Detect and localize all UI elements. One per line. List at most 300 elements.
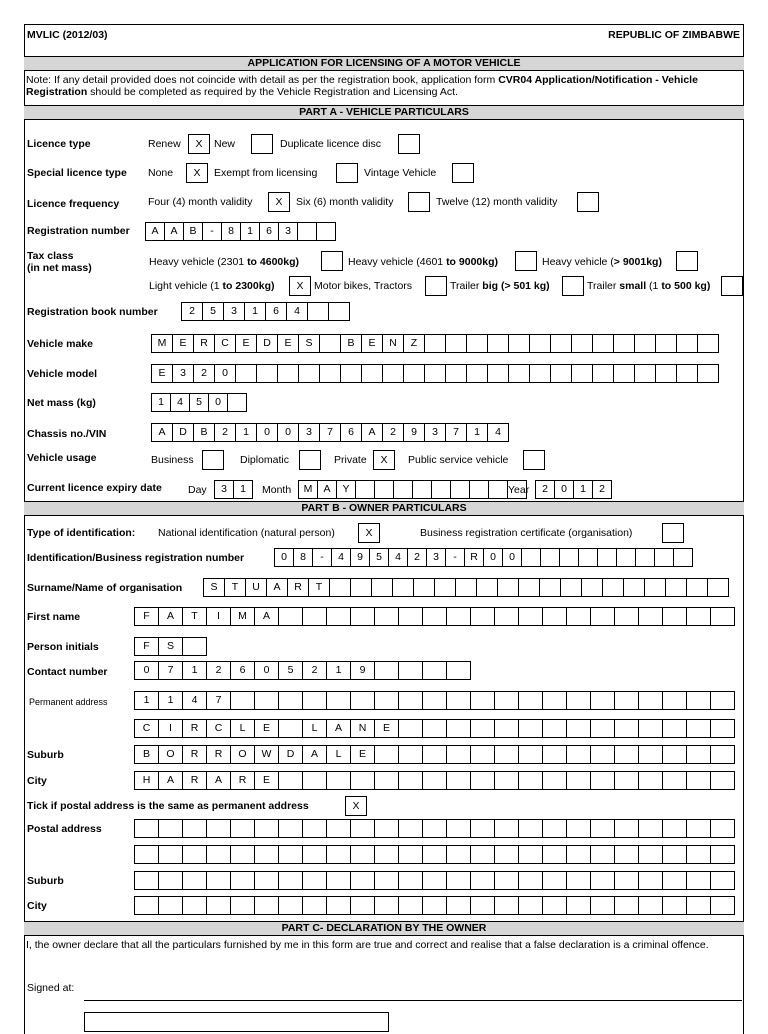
char-cell[interactable] bbox=[494, 745, 519, 764]
char-cell[interactable] bbox=[638, 691, 663, 710]
char-cell[interactable]: 1 bbox=[326, 661, 351, 680]
char-cell[interactable]: C bbox=[134, 719, 159, 738]
char-cell[interactable]: A bbox=[302, 745, 327, 764]
char-cell[interactable] bbox=[254, 896, 279, 915]
char-cell[interactable] bbox=[590, 896, 615, 915]
char-cell[interactable] bbox=[206, 871, 231, 890]
char-cell[interactable] bbox=[590, 745, 615, 764]
char-cell[interactable]: E bbox=[374, 719, 399, 738]
char-cell[interactable] bbox=[697, 334, 719, 353]
char-cell[interactable] bbox=[412, 480, 432, 499]
char-cell[interactable] bbox=[638, 745, 663, 764]
char-cell[interactable] bbox=[278, 691, 303, 710]
char-cell[interactable]: 1 bbox=[233, 480, 253, 499]
char-cell[interactable]: E bbox=[277, 334, 299, 353]
char-cell[interactable] bbox=[392, 578, 414, 597]
char-cell[interactable]: R bbox=[182, 771, 207, 790]
char-cell[interactable] bbox=[508, 334, 530, 353]
char-cell[interactable] bbox=[350, 607, 375, 626]
char-cell[interactable] bbox=[422, 691, 447, 710]
char-cell[interactable]: I bbox=[206, 607, 231, 626]
char-cell[interactable] bbox=[374, 896, 399, 915]
char-cell[interactable] bbox=[487, 334, 509, 353]
char-cell[interactable] bbox=[350, 771, 375, 790]
char-cell[interactable]: B bbox=[340, 334, 362, 353]
char-cell[interactable] bbox=[686, 819, 711, 838]
char-cell[interactable]: L bbox=[302, 719, 327, 738]
tax-trailer-small-checkbox[interactable] bbox=[721, 276, 743, 296]
usage-private-checkbox[interactable]: X bbox=[373, 450, 395, 470]
char-cell[interactable] bbox=[278, 771, 303, 790]
char-cell[interactable] bbox=[518, 871, 543, 890]
char-cell[interactable] bbox=[302, 607, 327, 626]
char-cell[interactable] bbox=[710, 719, 735, 738]
char-cell[interactable]: 7 bbox=[158, 661, 183, 680]
char-cell[interactable] bbox=[230, 691, 255, 710]
char-cell[interactable]: R bbox=[182, 745, 207, 764]
char-cell[interactable] bbox=[424, 364, 446, 383]
char-cell[interactable] bbox=[298, 364, 320, 383]
char-cell[interactable] bbox=[710, 896, 735, 915]
char-cell[interactable] bbox=[518, 719, 543, 738]
char-cell[interactable]: 9 bbox=[350, 661, 375, 680]
char-cell[interactable]: C bbox=[206, 719, 231, 738]
char-cell[interactable] bbox=[445, 334, 467, 353]
char-cell[interactable]: 4 bbox=[182, 691, 207, 710]
char-cell[interactable] bbox=[710, 691, 735, 710]
char-cell[interactable]: E bbox=[254, 771, 279, 790]
char-cell[interactable] bbox=[494, 607, 519, 626]
char-cell[interactable]: A bbox=[266, 578, 288, 597]
char-cell[interactable] bbox=[662, 845, 687, 864]
char-cell[interactable] bbox=[542, 745, 567, 764]
char-cell[interactable]: 0 bbox=[502, 548, 522, 567]
char-cell[interactable] bbox=[374, 607, 399, 626]
char-cell[interactable] bbox=[374, 771, 399, 790]
char-cell[interactable] bbox=[329, 578, 351, 597]
char-cell[interactable] bbox=[254, 819, 279, 838]
char-cell[interactable] bbox=[319, 334, 341, 353]
char-cell[interactable] bbox=[566, 871, 591, 890]
char-cell[interactable] bbox=[542, 719, 567, 738]
char-cell[interactable]: 2 bbox=[302, 661, 327, 680]
char-cell[interactable]: U bbox=[245, 578, 267, 597]
char-cell[interactable] bbox=[494, 719, 519, 738]
char-cell[interactable] bbox=[529, 334, 551, 353]
char-cell[interactable]: E bbox=[151, 364, 173, 383]
licence-type-renew-checkbox[interactable]: X bbox=[188, 134, 210, 154]
char-cell[interactable]: D bbox=[172, 423, 194, 442]
char-cell[interactable]: Y bbox=[336, 480, 356, 499]
char-cell[interactable] bbox=[134, 871, 159, 890]
char-cell[interactable] bbox=[235, 364, 257, 383]
registration-number-field[interactable] bbox=[145, 222, 336, 241]
suburb-field[interactable] bbox=[134, 745, 735, 764]
char-cell[interactable]: 8 bbox=[221, 222, 241, 241]
char-cell[interactable] bbox=[446, 771, 471, 790]
char-cell[interactable] bbox=[326, 691, 351, 710]
char-cell[interactable]: 1 bbox=[573, 480, 593, 499]
char-cell[interactable]: 0 bbox=[208, 393, 228, 412]
id-business-checkbox[interactable] bbox=[662, 523, 684, 543]
char-cell[interactable] bbox=[254, 691, 279, 710]
char-cell[interactable] bbox=[614, 691, 639, 710]
char-cell[interactable]: M bbox=[298, 480, 318, 499]
char-cell[interactable] bbox=[487, 364, 509, 383]
char-cell[interactable]: 4 bbox=[388, 548, 408, 567]
char-cell[interactable] bbox=[326, 845, 351, 864]
char-cell[interactable] bbox=[328, 302, 350, 321]
char-cell[interactable] bbox=[518, 896, 543, 915]
char-cell[interactable] bbox=[319, 364, 341, 383]
char-cell[interactable]: 4 bbox=[331, 548, 351, 567]
char-cell[interactable] bbox=[644, 578, 666, 597]
char-cell[interactable] bbox=[710, 845, 735, 864]
char-cell[interactable] bbox=[676, 364, 698, 383]
char-cell[interactable] bbox=[422, 771, 447, 790]
char-cell[interactable] bbox=[374, 480, 394, 499]
char-cell[interactable] bbox=[446, 896, 471, 915]
char-cell[interactable] bbox=[374, 819, 399, 838]
char-cell[interactable]: 1 bbox=[240, 222, 260, 241]
char-cell[interactable] bbox=[374, 745, 399, 764]
char-cell[interactable]: 7 bbox=[445, 423, 467, 442]
tax-heavy-2301-checkbox[interactable] bbox=[321, 251, 343, 271]
char-cell[interactable] bbox=[613, 334, 635, 353]
char-cell[interactable] bbox=[350, 896, 375, 915]
char-cell[interactable]: 5 bbox=[202, 302, 224, 321]
char-cell[interactable] bbox=[374, 871, 399, 890]
char-cell[interactable] bbox=[278, 819, 303, 838]
char-cell[interactable] bbox=[634, 364, 656, 383]
char-cell[interactable] bbox=[422, 607, 447, 626]
frequency-twelve-checkbox[interactable] bbox=[577, 192, 599, 212]
char-cell[interactable] bbox=[571, 334, 593, 353]
char-cell[interactable] bbox=[158, 819, 183, 838]
char-cell[interactable] bbox=[422, 819, 447, 838]
char-cell[interactable]: E bbox=[172, 334, 194, 353]
char-cell[interactable] bbox=[518, 691, 543, 710]
char-cell[interactable] bbox=[350, 871, 375, 890]
char-cell[interactable] bbox=[540, 548, 560, 567]
char-cell[interactable]: H bbox=[134, 771, 159, 790]
char-cell[interactable]: 5 bbox=[189, 393, 209, 412]
char-cell[interactable]: A bbox=[151, 423, 173, 442]
surname-field[interactable] bbox=[203, 578, 729, 597]
char-cell[interactable] bbox=[134, 896, 159, 915]
char-cell[interactable]: R bbox=[193, 334, 215, 353]
char-cell[interactable]: L bbox=[230, 719, 255, 738]
char-cell[interactable]: O bbox=[158, 745, 183, 764]
char-cell[interactable] bbox=[638, 719, 663, 738]
char-cell[interactable] bbox=[307, 302, 329, 321]
char-cell[interactable] bbox=[382, 364, 404, 383]
char-cell[interactable]: L bbox=[326, 745, 351, 764]
char-cell[interactable] bbox=[158, 871, 183, 890]
char-cell[interactable]: B bbox=[134, 745, 159, 764]
char-cell[interactable]: R bbox=[230, 771, 255, 790]
usage-psv-checkbox[interactable] bbox=[523, 450, 545, 470]
char-cell[interactable] bbox=[590, 845, 615, 864]
char-cell[interactable] bbox=[518, 771, 543, 790]
char-cell[interactable]: 2 bbox=[382, 423, 404, 442]
char-cell[interactable] bbox=[182, 845, 207, 864]
frequency-six-checkbox[interactable] bbox=[408, 192, 430, 212]
special-none-checkbox[interactable]: X bbox=[186, 163, 208, 183]
char-cell[interactable]: 8 bbox=[293, 548, 313, 567]
char-cell[interactable] bbox=[422, 719, 447, 738]
char-cell[interactable]: A bbox=[361, 423, 383, 442]
char-cell[interactable]: A bbox=[317, 480, 337, 499]
char-cell[interactable]: S bbox=[203, 578, 225, 597]
permanent-address-line1[interactable] bbox=[134, 691, 735, 710]
char-cell[interactable] bbox=[581, 578, 603, 597]
char-cell[interactable]: 1 bbox=[134, 691, 159, 710]
initials-field[interactable] bbox=[134, 637, 207, 656]
char-cell[interactable] bbox=[638, 896, 663, 915]
char-cell[interactable] bbox=[542, 819, 567, 838]
char-cell[interactable]: - bbox=[445, 548, 465, 567]
char-cell[interactable] bbox=[134, 845, 159, 864]
char-cell[interactable] bbox=[550, 334, 572, 353]
char-cell[interactable] bbox=[398, 745, 423, 764]
char-cell[interactable] bbox=[542, 607, 567, 626]
char-cell[interactable]: 0 bbox=[254, 661, 279, 680]
char-cell[interactable] bbox=[206, 896, 231, 915]
licence-type-new-checkbox[interactable] bbox=[251, 134, 273, 154]
char-cell[interactable] bbox=[638, 819, 663, 838]
char-cell[interactable]: R bbox=[287, 578, 309, 597]
char-cell[interactable]: B bbox=[183, 222, 203, 241]
chassis-field[interactable] bbox=[151, 423, 509, 442]
char-cell[interactable] bbox=[662, 771, 687, 790]
char-cell[interactable] bbox=[623, 578, 645, 597]
char-cell[interactable] bbox=[422, 871, 447, 890]
tax-heavy-9001-checkbox[interactable] bbox=[676, 251, 698, 271]
char-cell[interactable]: S bbox=[298, 334, 320, 353]
char-cell[interactable] bbox=[614, 771, 639, 790]
char-cell[interactable]: S bbox=[158, 637, 183, 656]
char-cell[interactable] bbox=[508, 364, 530, 383]
char-cell[interactable] bbox=[566, 745, 591, 764]
char-cell[interactable] bbox=[446, 607, 471, 626]
char-cell[interactable] bbox=[230, 871, 255, 890]
char-cell[interactable] bbox=[638, 771, 663, 790]
char-cell[interactable] bbox=[278, 896, 303, 915]
char-cell[interactable] bbox=[398, 661, 423, 680]
char-cell[interactable]: 7 bbox=[206, 691, 231, 710]
char-cell[interactable] bbox=[662, 871, 687, 890]
char-cell[interactable] bbox=[550, 364, 572, 383]
char-cell[interactable] bbox=[494, 691, 519, 710]
char-cell[interactable] bbox=[374, 691, 399, 710]
tax-light-checkbox[interactable]: X bbox=[289, 276, 311, 296]
char-cell[interactable] bbox=[614, 745, 639, 764]
char-cell[interactable]: 0 bbox=[134, 661, 159, 680]
char-cell[interactable] bbox=[374, 661, 399, 680]
char-cell[interactable]: C bbox=[214, 334, 236, 353]
char-cell[interactable]: R bbox=[182, 719, 207, 738]
char-cell[interactable]: 6 bbox=[230, 661, 255, 680]
char-cell[interactable] bbox=[638, 607, 663, 626]
char-cell[interactable]: 2 bbox=[535, 480, 555, 499]
char-cell[interactable] bbox=[518, 607, 543, 626]
char-cell[interactable] bbox=[614, 845, 639, 864]
licence-type-duplicate-checkbox[interactable] bbox=[398, 134, 420, 154]
char-cell[interactable]: M bbox=[151, 334, 173, 353]
char-cell[interactable]: 6 bbox=[265, 302, 287, 321]
postal-address-line2[interactable] bbox=[134, 845, 735, 864]
char-cell[interactable] bbox=[697, 364, 719, 383]
postal-address-line1[interactable] bbox=[134, 819, 735, 838]
char-cell[interactable] bbox=[206, 845, 231, 864]
char-cell[interactable] bbox=[398, 719, 423, 738]
char-cell[interactable] bbox=[326, 819, 351, 838]
tax-trailer-big-checkbox[interactable] bbox=[562, 276, 584, 296]
char-cell[interactable] bbox=[710, 745, 735, 764]
char-cell[interactable]: 5 bbox=[278, 661, 303, 680]
char-cell[interactable]: 4 bbox=[286, 302, 308, 321]
char-cell[interactable]: E bbox=[361, 334, 383, 353]
char-cell[interactable] bbox=[470, 691, 495, 710]
char-cell[interactable]: D bbox=[256, 334, 278, 353]
char-cell[interactable]: 9 bbox=[350, 548, 370, 567]
char-cell[interactable] bbox=[597, 548, 617, 567]
char-cell[interactable] bbox=[393, 480, 413, 499]
char-cell[interactable] bbox=[398, 871, 423, 890]
char-cell[interactable] bbox=[398, 819, 423, 838]
char-cell[interactable] bbox=[710, 819, 735, 838]
char-cell[interactable] bbox=[592, 364, 614, 383]
char-cell[interactable] bbox=[302, 691, 327, 710]
char-cell[interactable]: 3 bbox=[278, 222, 298, 241]
char-cell[interactable]: B bbox=[193, 423, 215, 442]
char-cell[interactable] bbox=[616, 548, 636, 567]
vehicle-make-field[interactable] bbox=[151, 334, 719, 353]
char-cell[interactable] bbox=[566, 719, 591, 738]
char-cell[interactable] bbox=[521, 548, 541, 567]
char-cell[interactable] bbox=[326, 896, 351, 915]
char-cell[interactable] bbox=[446, 661, 471, 680]
char-cell[interactable] bbox=[350, 691, 375, 710]
char-cell[interactable] bbox=[158, 845, 183, 864]
char-cell[interactable] bbox=[182, 637, 207, 656]
char-cell[interactable]: O bbox=[230, 745, 255, 764]
char-cell[interactable]: 0 bbox=[277, 423, 299, 442]
char-cell[interactable] bbox=[182, 871, 207, 890]
char-cell[interactable]: 2 bbox=[206, 661, 231, 680]
char-cell[interactable] bbox=[278, 719, 303, 738]
char-cell[interactable] bbox=[470, 896, 495, 915]
char-cell[interactable]: 1 bbox=[244, 302, 266, 321]
char-cell[interactable]: A bbox=[145, 222, 165, 241]
char-cell[interactable] bbox=[676, 334, 698, 353]
special-exempt-checkbox[interactable] bbox=[336, 163, 358, 183]
char-cell[interactable] bbox=[662, 691, 687, 710]
char-cell[interactable] bbox=[686, 578, 708, 597]
char-cell[interactable] bbox=[340, 364, 362, 383]
char-cell[interactable]: 2 bbox=[181, 302, 203, 321]
char-cell[interactable] bbox=[494, 819, 519, 838]
char-cell[interactable] bbox=[206, 819, 231, 838]
char-cell[interactable] bbox=[662, 719, 687, 738]
char-cell[interactable] bbox=[431, 480, 451, 499]
char-cell[interactable] bbox=[602, 578, 624, 597]
permanent-address-line2[interactable] bbox=[134, 719, 735, 738]
char-cell[interactable] bbox=[422, 745, 447, 764]
char-cell[interactable] bbox=[350, 845, 375, 864]
char-cell[interactable] bbox=[424, 334, 446, 353]
char-cell[interactable] bbox=[182, 896, 207, 915]
char-cell[interactable] bbox=[566, 845, 591, 864]
char-cell[interactable] bbox=[566, 819, 591, 838]
postal-city-field[interactable] bbox=[134, 896, 735, 915]
char-cell[interactable] bbox=[403, 364, 425, 383]
char-cell[interactable] bbox=[469, 480, 489, 499]
char-cell[interactable] bbox=[422, 845, 447, 864]
char-cell[interactable] bbox=[326, 871, 351, 890]
char-cell[interactable]: 0 bbox=[274, 548, 294, 567]
char-cell[interactable] bbox=[654, 548, 674, 567]
char-cell[interactable] bbox=[470, 771, 495, 790]
char-cell[interactable] bbox=[686, 745, 711, 764]
char-cell[interactable] bbox=[542, 896, 567, 915]
char-cell[interactable] bbox=[662, 896, 687, 915]
char-cell[interactable] bbox=[518, 845, 543, 864]
char-cell[interactable]: 3 bbox=[298, 423, 320, 442]
char-cell[interactable]: W bbox=[254, 745, 279, 764]
char-cell[interactable] bbox=[566, 896, 591, 915]
char-cell[interactable] bbox=[398, 691, 423, 710]
usage-diplomatic-checkbox[interactable] bbox=[299, 450, 321, 470]
char-cell[interactable]: 1 bbox=[182, 661, 207, 680]
char-cell[interactable]: 0 bbox=[483, 548, 503, 567]
char-cell[interactable] bbox=[614, 896, 639, 915]
char-cell[interactable] bbox=[230, 896, 255, 915]
char-cell[interactable] bbox=[566, 691, 591, 710]
char-cell[interactable]: 9 bbox=[403, 423, 425, 442]
char-cell[interactable] bbox=[278, 607, 303, 626]
char-cell[interactable] bbox=[518, 745, 543, 764]
char-cell[interactable] bbox=[434, 578, 456, 597]
char-cell[interactable] bbox=[134, 819, 159, 838]
char-cell[interactable] bbox=[571, 364, 593, 383]
char-cell[interactable] bbox=[230, 819, 255, 838]
char-cell[interactable] bbox=[158, 896, 183, 915]
char-cell[interactable] bbox=[302, 896, 327, 915]
char-cell[interactable]: M bbox=[230, 607, 255, 626]
char-cell[interactable] bbox=[613, 364, 635, 383]
char-cell[interactable]: F bbox=[134, 607, 159, 626]
char-cell[interactable] bbox=[488, 480, 508, 499]
char-cell[interactable]: 0 bbox=[214, 364, 236, 383]
char-cell[interactable] bbox=[470, 845, 495, 864]
usage-business-checkbox[interactable] bbox=[202, 450, 224, 470]
char-cell[interactable] bbox=[559, 548, 579, 567]
char-cell[interactable] bbox=[710, 771, 735, 790]
char-cell[interactable] bbox=[398, 845, 423, 864]
char-cell[interactable] bbox=[686, 771, 711, 790]
char-cell[interactable] bbox=[614, 607, 639, 626]
char-cell[interactable] bbox=[686, 871, 711, 890]
char-cell[interactable] bbox=[450, 480, 470, 499]
char-cell[interactable]: 4 bbox=[487, 423, 509, 442]
char-cell[interactable] bbox=[278, 845, 303, 864]
char-cell[interactable] bbox=[686, 691, 711, 710]
char-cell[interactable]: 6 bbox=[259, 222, 279, 241]
city-field[interactable] bbox=[134, 771, 735, 790]
char-cell[interactable] bbox=[297, 222, 317, 241]
